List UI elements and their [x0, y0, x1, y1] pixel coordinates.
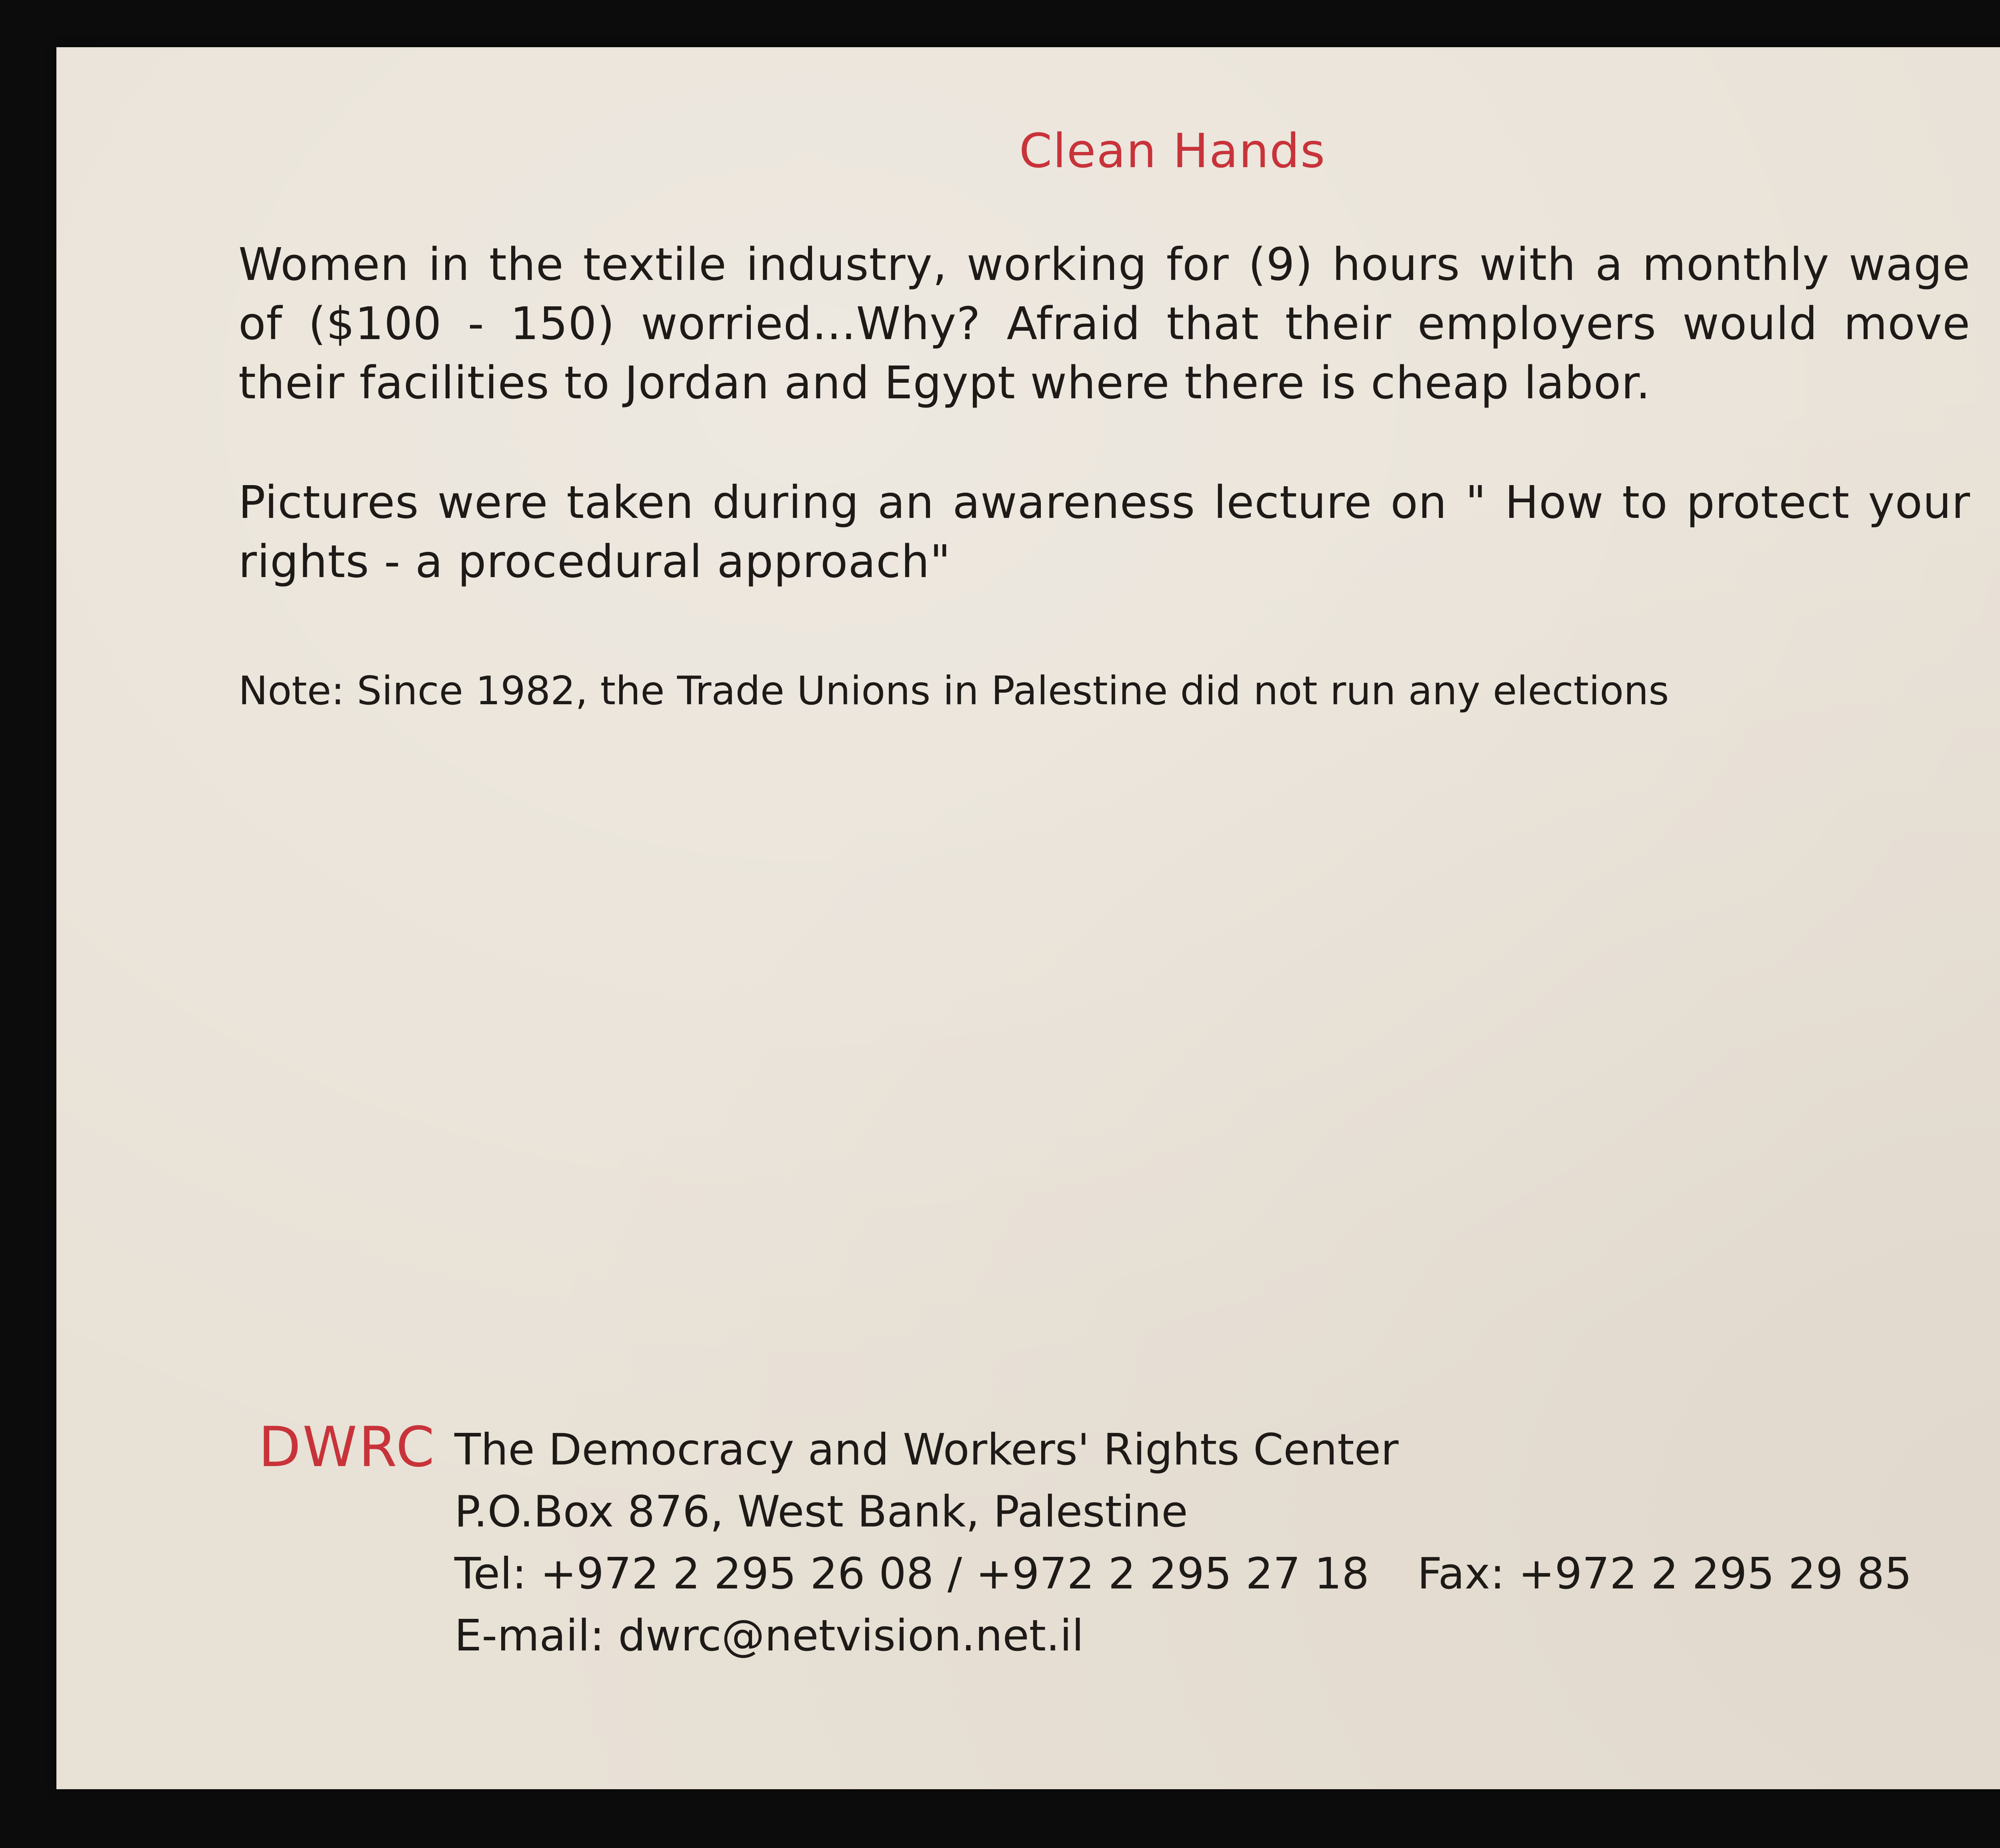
org-acronym: DWRC — [258, 1415, 436, 1479]
org-fax: Fax: +972 2 295 29 85 — [1417, 1549, 1912, 1599]
org-contact-block — [454, 1419, 1912, 1667]
card-title: Clean Hands — [1019, 123, 1326, 178]
note-text: Note: Since 1982, the Trade Unions in Palestine did not run any elections — [238, 668, 1669, 714]
org-phone-line — [454, 1543, 1912, 1605]
pictures-paragraph: Pictures were taken during an awareness lecture on " How to protect your rights - a procedural approach" — [238, 477, 1970, 588]
org-name: The Democracy and Workers' Rights Center — [454, 1425, 1399, 1475]
org-email: E-mail: dwrc@netvision.net.il — [454, 1611, 1084, 1661]
org-address: P.O.Box 876, West Bank, Palestine — [454, 1487, 1188, 1537]
postcard — [56, 47, 2000, 1789]
org-tel: Tel: +972 2 295 26 08 / +972 2 295 27 18 — [454, 1549, 1370, 1599]
description-paragraph: Women in the textile industry, working for (9) hours with a monthly wage of ($100 - 150) worried...Why? Afraid that their employers would move their facilities to Jordan and Egypt where there is cheap labor. — [238, 239, 1970, 409]
